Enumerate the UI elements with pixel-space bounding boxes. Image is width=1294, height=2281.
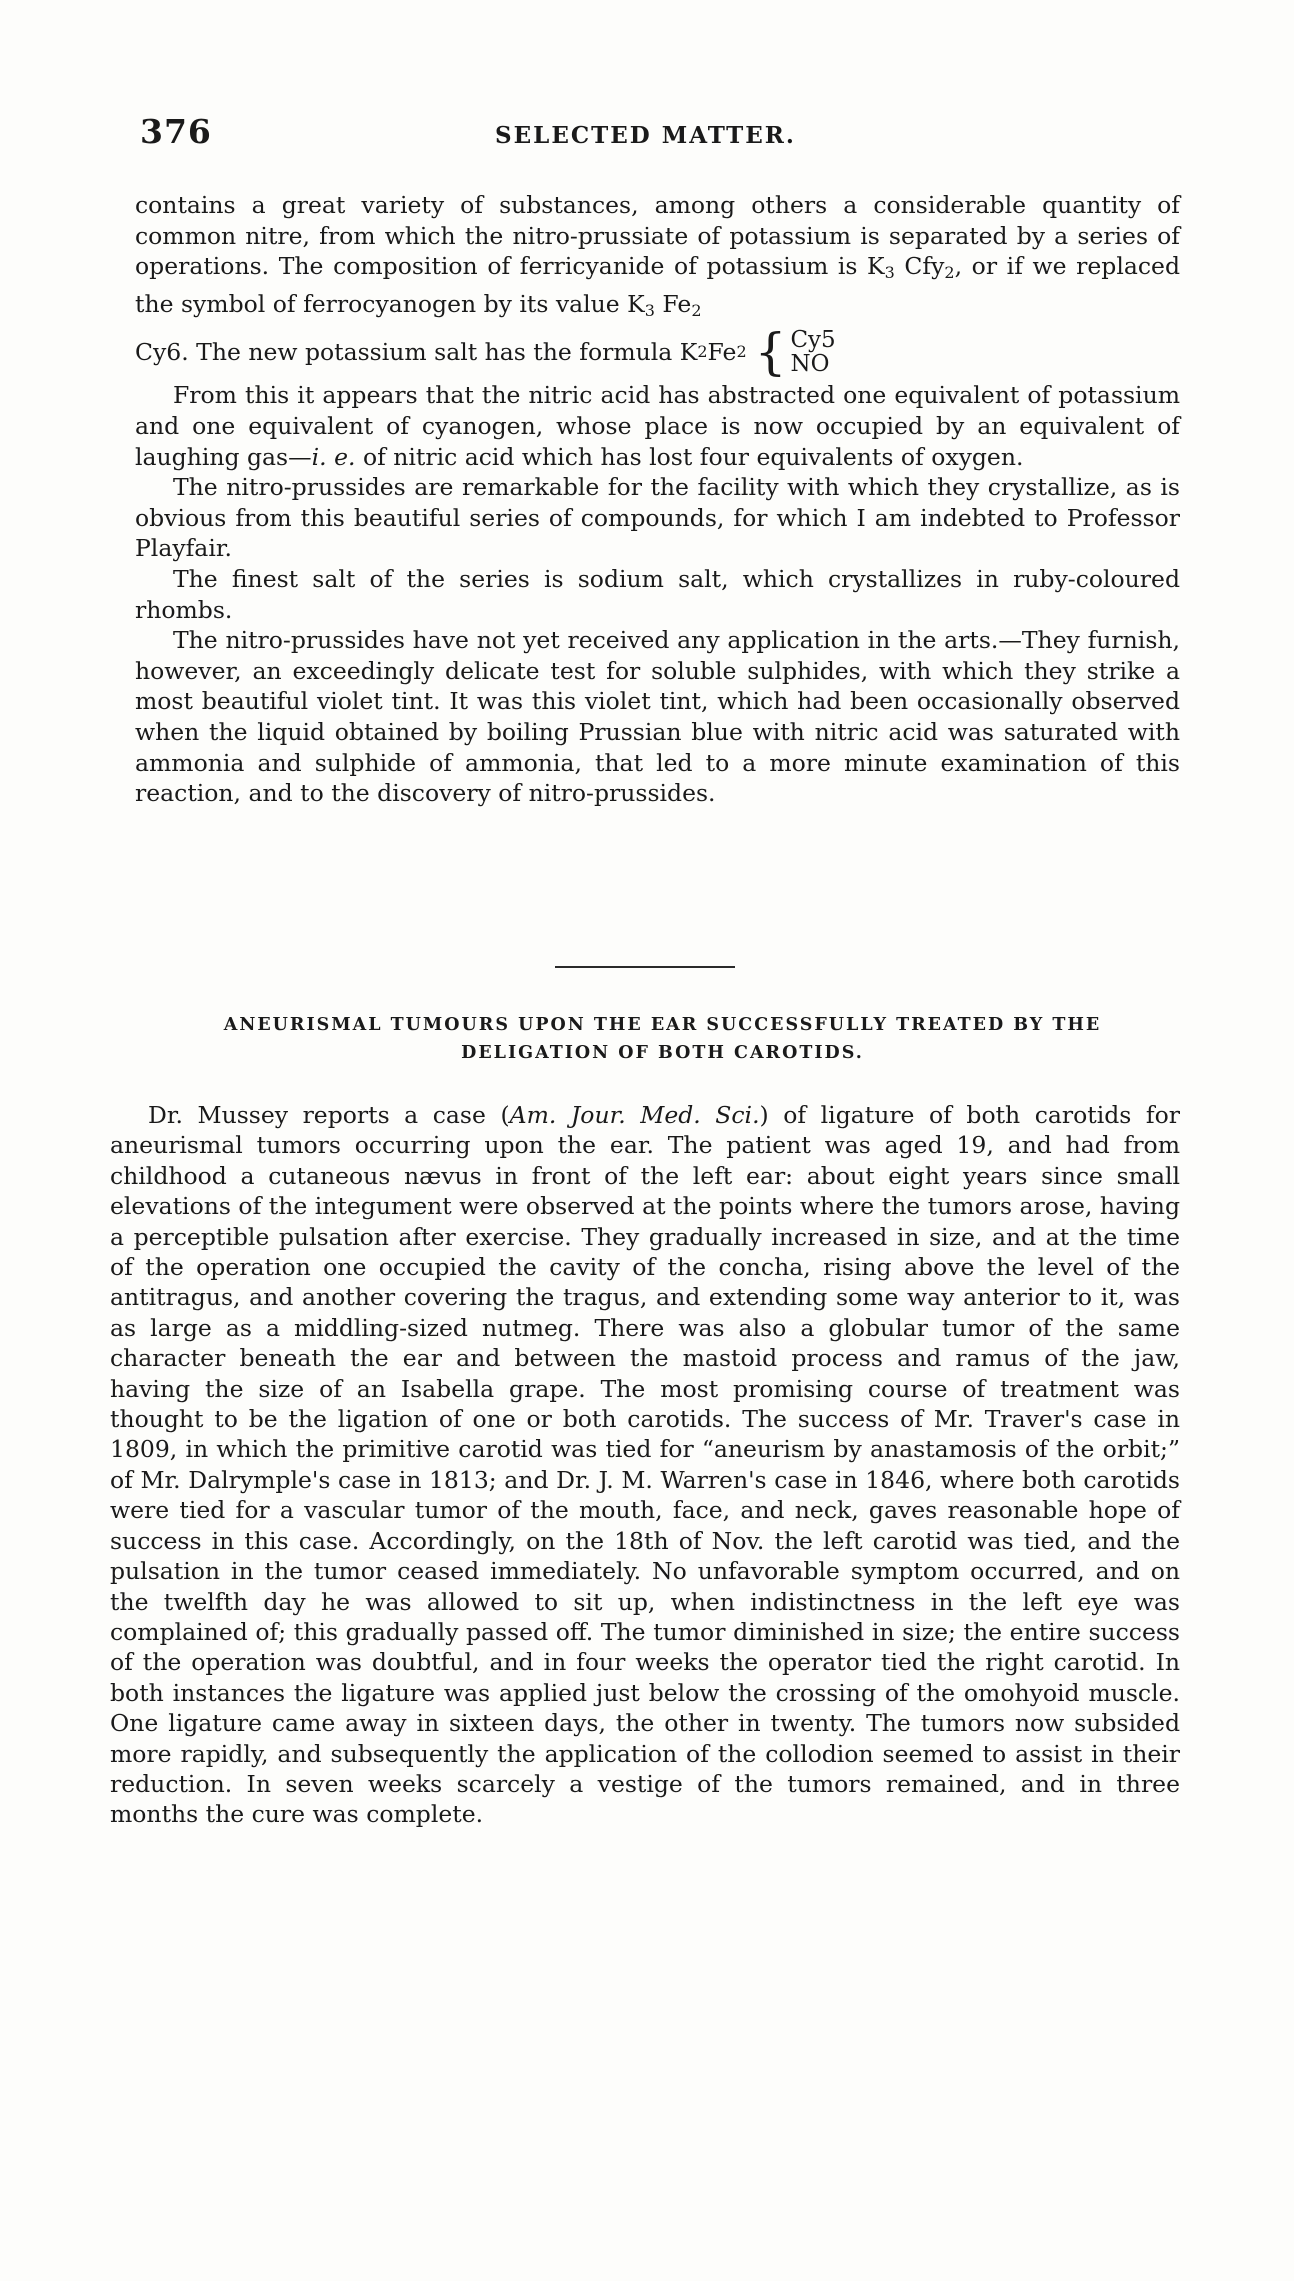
text-run: Fe	[654, 289, 692, 318]
text-run: , or if we replaced the symbol of ferrocyanogen by its value K	[135, 252, 1180, 318]
curly-brace-glyph: {	[754, 323, 787, 382]
formula-text: Fe	[707, 338, 737, 367]
paragraph-composition	[135, 190, 1180, 326]
page-number: 376	[140, 112, 212, 151]
formula-brace-group	[754, 323, 836, 382]
article-title-line-2: DELIGATION OF BOTH CAROTIDS.	[461, 1043, 864, 1063]
section-continuation	[135, 190, 1180, 809]
formula-stack	[790, 328, 835, 376]
paragraph-application: The nitro-prussides have not yet received any application in the arts.—They furnish, however, an exceedingly delicate test for soluble sulphides, with which they strike a most beautiful violet tint. It was this violet tint, which had been occasionally observed when the liquid obtained by boiling Prussian blue with nitric acid was saturated with ammonia and sulphide of ammonia, that led to a more minute examination of this reaction, and to the discovery of nitro-prussides.	[135, 626, 1180, 808]
text-run: of nitric acid which has lost four equivalents of oxygen.	[355, 442, 1024, 471]
paragraph-abstracted	[135, 380, 1180, 472]
article-title	[140, 1011, 1185, 1067]
subscript: 3	[884, 263, 895, 283]
formula-line	[135, 324, 1180, 380]
text-run: From this it appears that the nitric acid has abstracted one equivalent of potassium and one equivalent of cyanogen, whose place is now occupied by an equivalent of laughing gas—	[135, 381, 1180, 471]
text-run: Cfy	[894, 252, 945, 281]
paragraph-sodium-salt: The finest salt of the series is sodium salt, which crystallizes in ruby-coloured rhombs.	[135, 564, 1180, 624]
section-divider	[555, 966, 735, 968]
text-run: contains a great variety of substances, among others a considerable quantity of common nitre, from which the nitro-prussiate of potassium is separated by a series of operations. The composition of ferricyanide of potassium is K	[135, 191, 1180, 281]
italic-citation: Am. Jour. Med. Sci.	[509, 1101, 760, 1129]
text-run: ) of ligature of both carotids for aneurismal tumors occurring upon the ear. The patient was aged 19, and had from childhood a cutaneous nævus in front of the left ear: about eight years since small elevations of the integument were observed at the points where the tumors arose, having a perceptible pulsation after exercise. They gradually increased in size, and at the time of the operation one occupied the cavity of the concha, rising above the level of the antitragus, and another covering the tragus, and extending some way anterior to it, was as large as a middling-sized nutmeg. There was also a globular tumor of the same character beneath the ear and between the mastoid process and ramus of the jaw, having the size of an Isabella grape. The most promising course of treatment was thought to be the ligation of one or both carotids. The success of Mr. Traver's case in 1809, in which the primitive carotid was tied for “aneurism by anastamosis of the orbit;” of Mr. Dalrymple's case in 1813; and Dr. J. M. Warren's case in 1846, where both carotids were tied for a vascular tumor of the mouth, face, and neck, gaves reasonable hope of success in this case. Accordingly, on the 18th of Nov. the left carotid was tied, and the pulsation in the tumor ceased immediately. No unfavorable symptom occurred, and on the twelfth day he was allowed to sit up, when indistinctness in the left eye was complained of; this gradually passed off. The tumor diminished in size; the entire success of the operation was doubtful, and in four weeks the operator tied the right carotid. In both instances the ligature was applied just below the crossing of the omohyoid muscle. One ligature came away in sixteen days, the other in twenty. The tumors now subsided more rapidly, and subsequently the application of the collodion seemed to assist in their reduction. In seven weeks scarcely a vestige of the tumors remained, and in three months the cure was complete.	[110, 1101, 1180, 1829]
article-body	[110, 1100, 1180, 1830]
formula-top: Cy5	[790, 327, 836, 354]
formula-text: Cy6. The new potassium salt has the formula K	[135, 338, 698, 367]
page-header	[140, 112, 1185, 156]
text-run: Dr. Mussey reports a case (	[148, 1101, 510, 1129]
subscript: 3	[644, 300, 655, 320]
article-title-line-1: ANEURISMAL TUMOURS UPON THE EAR SUCCESSFULLY TREATED BY THE	[223, 1015, 1102, 1035]
italic-text: i. e.	[311, 442, 356, 471]
paragraph-crystallize: The nitro-prussides are remarkable for the facility with which they crystallize, as is obvious from this beautiful series of compounds, for which I am indebted to Professor Playfair.	[135, 473, 1180, 563]
subscript: 2	[944, 263, 955, 283]
subscript: 2	[697, 342, 708, 362]
running-head: SELECTED MATTER.	[495, 122, 796, 149]
subscript: 2	[691, 300, 702, 320]
formula-bottom: NO	[790, 351, 830, 378]
subscript: 2	[736, 342, 747, 362]
paragraph-case-report	[110, 1100, 1180, 1830]
